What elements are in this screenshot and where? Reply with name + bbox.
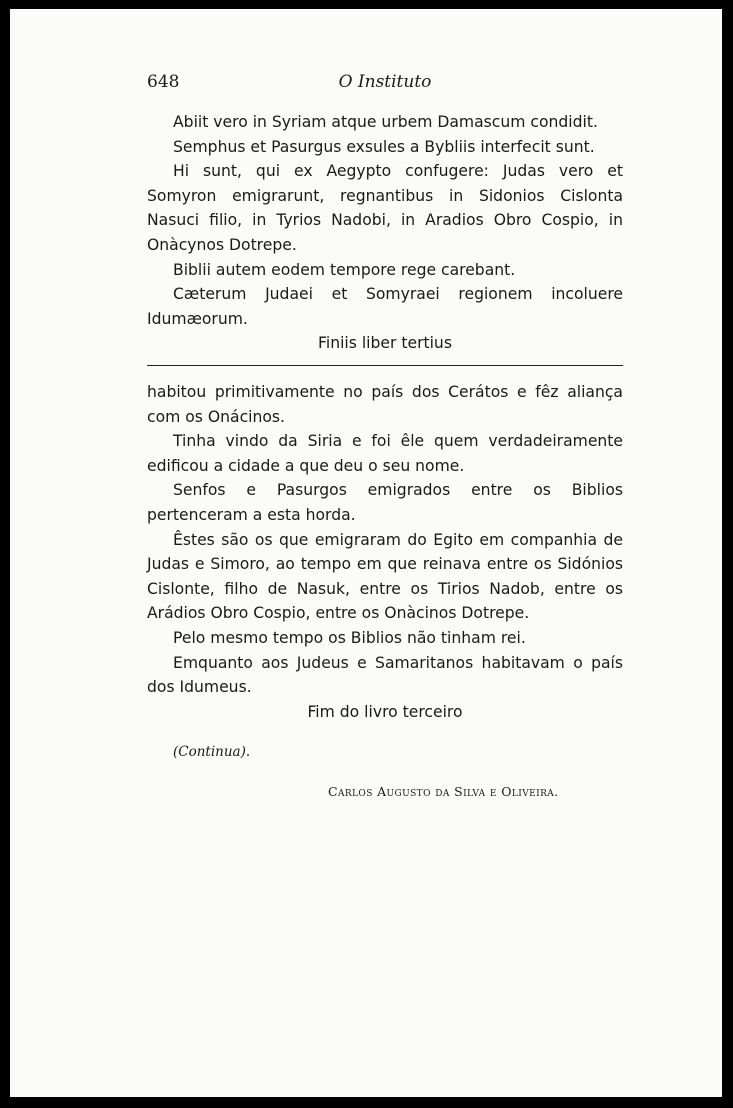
portuguese-paragraph: Pelo mesmo tempo os Biblios não tinham rei. xyxy=(173,628,526,647)
page-number: 648 xyxy=(147,72,180,92)
section-divider xyxy=(147,365,623,366)
continua-note: (Continua). xyxy=(173,744,251,760)
portuguese-paragraph: habitou primitivamente no país dos Cerátos e fêz aliança com os Onácinos. xyxy=(147,383,623,426)
latin-paragraph: Hi sunt, qui ex Aegypto confugere: Judas vero et Somyron emigrarunt, regnantibus in Sidonios Cislonta Nasuci filio, in Tyrios Nadobi, in Aradios Obro Cospio, in Onàcynos Dotrepe. xyxy=(147,162,623,254)
portuguese-paragraph: Êstes são os que emigraram do Egito em companhia de Judas e Simoro, ao tempo em que reinava entre os Sidónios Cislonte, filho de Nasuk, entre os Tirios Nadob, entre os Arádios Obro Cospio, entre os Onàcinos Dotrepe. xyxy=(147,530,623,623)
document-page xyxy=(10,9,722,1097)
latin-paragraph: Abiit vero in Syriam atque urbem Damascum condidit. xyxy=(173,113,598,131)
portuguese-paragraph: Senfos e Pasurgos emigrados entre os Biblios pertenceram a esta horda. xyxy=(147,481,623,524)
latin-paragraph: Cæterum Judaei et Somyraei regionem incoluere Idumæorum. xyxy=(147,285,623,328)
running-title: O Instituto xyxy=(338,72,432,92)
portuguese-paragraph: Tinha vindo da Siria e foi êle quem verdadeiramente edificou a cidade a que deu o seu nome. xyxy=(147,432,623,475)
latin-text-block xyxy=(147,110,623,356)
latin-paragraph: Semphus et Pasurgus exsules a Bybliis interfecit sunt. xyxy=(173,137,595,156)
portuguese-paragraph: Emquanto aos Judeus e Samaritanos habitavam o país dos Idumeus. xyxy=(147,653,623,697)
portuguese-text-block xyxy=(147,380,623,724)
author-signature: Carlos Augusto da Silva e Oliveira. xyxy=(328,784,559,799)
page-header xyxy=(147,72,623,100)
latin-book-end: Finiis liber tertius xyxy=(318,334,452,353)
portuguese-book-end: Fim do livro terceiro xyxy=(307,702,463,721)
latin-paragraph: Biblii autem eodem tempore rege carebant. xyxy=(173,260,516,279)
